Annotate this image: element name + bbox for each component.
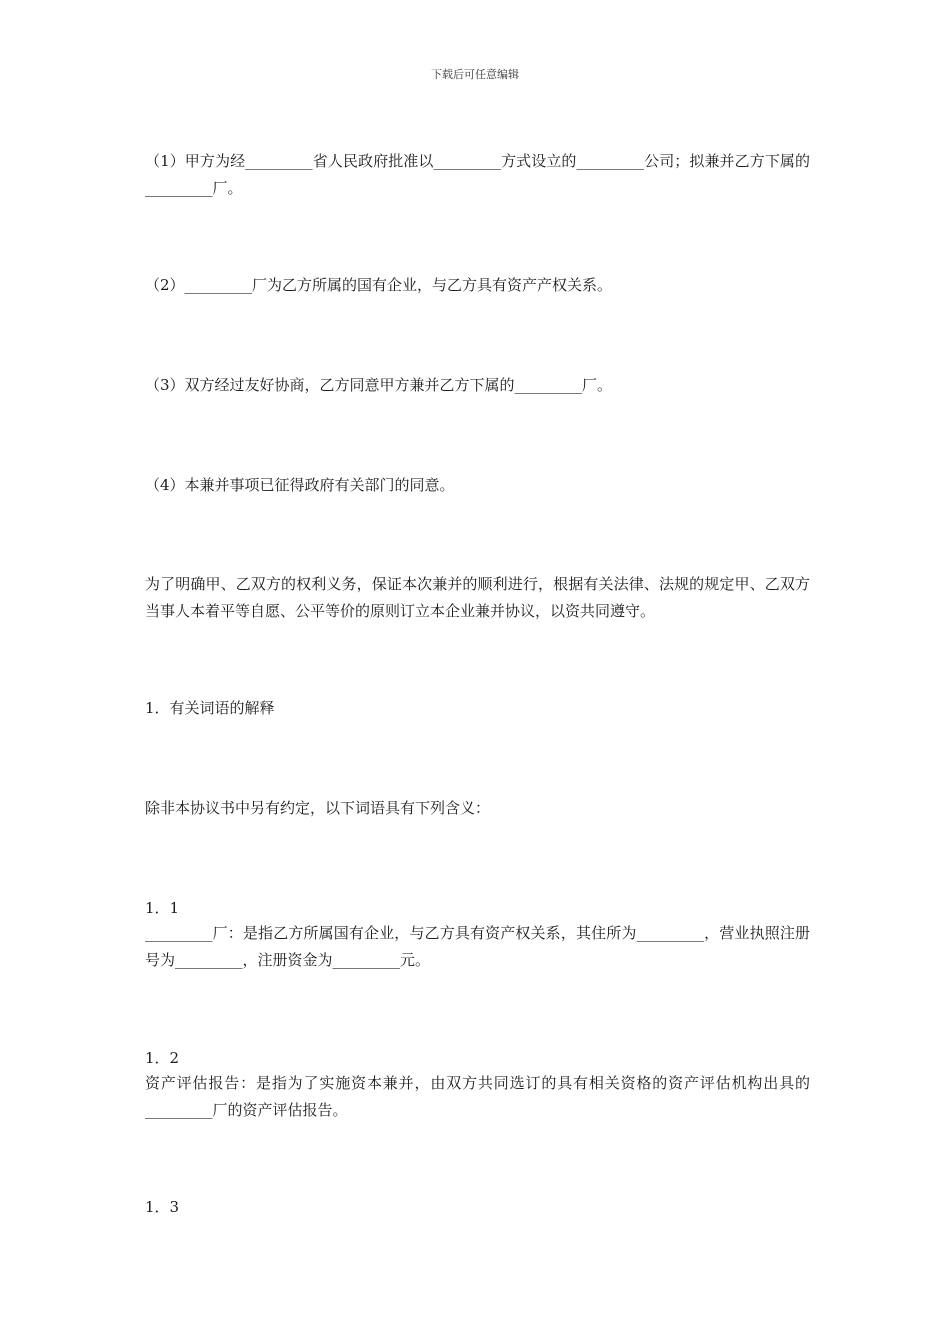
definition-1-1: _________厂：是指乙方所属国有企业，与乙方具有资产权关系，其住所为_________，营业执照注册号为_________，注册资金为_________元。 (145, 924, 810, 969)
definitions-intro: 除非本协议书中另有约定，以下词语具有下列含义： (145, 799, 491, 817)
section-heading-definitions: 1．有关词语的解释 (145, 699, 275, 717)
definition-1-2: 资产评估报告：是指为了实施资本兼并，由双方共同选订的具有相关资格的资产评估机构出具的_________厂的资产评估报告。 (145, 1074, 810, 1119)
page-header: 下载后可任意编辑 (431, 68, 519, 81)
section-number-1-3: 1．3 (145, 1198, 180, 1216)
clause-4: （4）本兼并事项已征得政府有关部门的同意。 (145, 476, 455, 494)
clause-2: （2）_________厂为乙方所属的国有企业，与乙方具有资产产权关系。 (145, 276, 613, 294)
clause-1: （1）甲方为经_________省人民政府批准以_________方式设立的_________公司；拟兼并乙方下属的_________厂。 (145, 152, 810, 197)
clause-3: （3）双方经过友好协商，乙方同意甲方兼并乙方下属的_________厂。 (145, 376, 613, 394)
section-number-1-2: 1．2 (145, 1049, 180, 1067)
preamble-paragraph: 为了明确甲、乙双方的权利义务，保证本次兼并的顺利进行，根据有关法律、法规的规定甲、乙双方当事人本着平等自愿、公平等价的原则订立本企业兼并协议，以资共同遵守。 (145, 575, 810, 620)
section-number-1-1: 1．1 (145, 899, 180, 917)
